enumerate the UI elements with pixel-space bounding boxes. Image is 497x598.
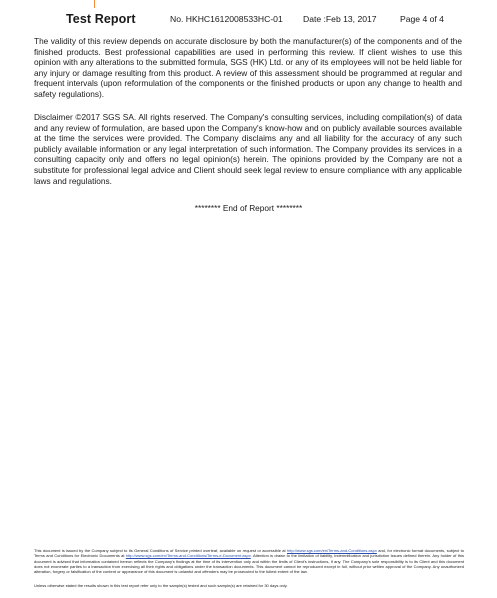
footer-terms-text-3: . Attention is drawn to the limitation of liability, indemnification and jurisdiction issues defined therein. Any holder of this document is advised that information contained hereon reflects the Company's findings at the time of its intervention only and within the limits of Client's instructions, if any. The Company's sole responsibility is to its Client and this document does not exonerate parties to a transaction from exercising all their rights and obligations under the transaction documents. This document cannot be reproduced except in full, without prior written approval of the Company. Any unauthorized alteration, forgery or falsification of the content or appearance of this document is unlawful and offenders may be prosecuted to the fullest extent of the law. [34, 553, 464, 575]
disclaimer-paragraph: Disclaimer ©2017 SGS SA. All rights reserved. The Company's consulting services, including compilation(s) of data and any review of formulation, are based upon the Company's know-how and on publicly available sources available at the time the services were provided. The Company disclaims any and all liability for the accuracy of any such publicly available information or any legal interpretation of such information. The Company provides its services in a consulting capacity only and offers no legal opinion(s) herein. The opinions provided by the Company are not a substitute for professional legal advice and Client should seek legal review to ensure compliance with any applicable laws and regulations. [34, 112, 462, 186]
footer-terms [34, 548, 464, 574]
electronic-terms-link[interactable]: http://www.sgs.com/en/Terms-and-Conditions/Terms-e-Document.aspx [125, 553, 251, 559]
footer-terms-text-1: This document is issued by the Company subject to its General Conditions of Service printed overleaf, available on request or accessible at [34, 548, 286, 553]
page-indicator: Page 4 of 4 [400, 14, 444, 24]
report-header [0, 12, 497, 28]
validity-paragraph: The validity of this review depends on accurate disclosure by both the manufacturer(s) of the components and of the finished products. Best professional capabilities are used in performing this review. If client wishes to use this opinion with any alterations to the submitted formula, SGS (HK) Ltd. or any of its employees will not be held liable for any injury or damage resulting from this product. A review of this assessment should be programmed at regular and frequent intervals (upon reformulation of the components or the finished products or upon any change to health and safety regulations). [34, 36, 462, 99]
terms-conditions-link[interactable]: http://www.sgs.com/en/Terms-and-Conditions.aspx [287, 548, 377, 553]
report-title: Test Report [66, 12, 136, 26]
footer-sample-note: Unless otherwise stated the results shown in this test report refer only to the sample(s) tested and such sample(s) are retained for 30 days only. [34, 583, 288, 588]
report-number: No. HKHC1612008533HC-01 [170, 14, 283, 24]
end-of-report-marker: ******** End of Report ******** [194, 203, 303, 213]
report-date: Date :Feb 13, 2017 [303, 14, 377, 24]
page-edge-mark [94, 0, 95, 8]
footer-terms-text-2: and, for electronic format documents, subject to Terms and Conditions for Electronic Documents at [34, 548, 464, 559]
